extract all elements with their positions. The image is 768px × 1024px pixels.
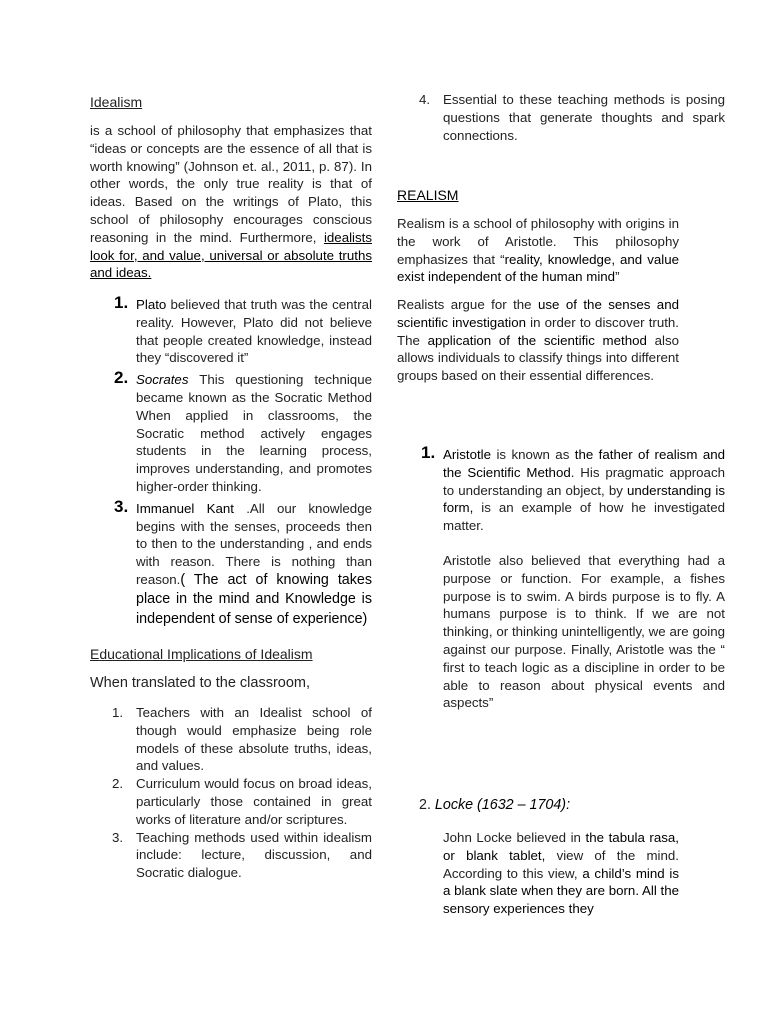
philosopher-text: .All our knowledge begins with the senses, proceeds then to then to the understanding , and ends with reason. There is nothing than reason. xyxy=(136,500,372,587)
list-item: 1. Aristotle is known as the father of realism and the Scientific Method. His pragmatic approach to understanding an object, by understanding is form, is an example of how he investigated matter. Aristotle also believed that everything had a purpose or function. For example, a fishes purpose is to swim. A birds purpose is to fly. A humans purpose is to think. If we are not thinking, or thinking unintelligently, we are going against our purpose. Finally, Aristotle was the “ first to teach logic as a discipline in order to be able to reason about physical events and aspects” xyxy=(421,443,726,711)
realism-emphasis: reality, knowledge, and value exist independent of the human mind xyxy=(397,251,679,285)
list-number: 1. xyxy=(114,293,129,312)
locke-heading xyxy=(397,796,679,814)
philosopher-name: Plato xyxy=(136,297,167,312)
philosopher-name: Immanuel Kant xyxy=(136,500,234,516)
idealism-def-text: is a school of philosophy that emphasizes that “ideas or concepts are the essence of all that is worth knowing” (Johnson et. al., 2011, p. 87). In other words, the only true reality is that of ideas. Based on the writings of Plato, this school of philosophy encourages conscious reasoning in the mind. Furthermore, xyxy=(90,123,372,245)
list-item-text: Teaching methods used within idealism include: lecture, discussion, and Socratic dialogue. xyxy=(136,829,372,881)
list-number: 3. xyxy=(114,496,129,516)
aristotle-emphasis: the father of realism and the Scientific Method xyxy=(443,447,725,480)
implications-list xyxy=(90,704,372,882)
aristotle-name: Aristotle xyxy=(443,447,492,462)
philosopher-text: This questioning technique became known as the Socratic Method When applied in classrooms, the Socratic method actively engages students in the learning process, improves understanding, and promotes higher-order thinking. xyxy=(136,372,372,494)
locke-emphasis: a child’s mind is a blank slate when they are born. All the sensory experiences they xyxy=(443,865,679,917)
list-item xyxy=(106,368,372,496)
locke-title: Locke (1632 – 1704): xyxy=(434,797,571,813)
list-number: 1. xyxy=(421,443,436,462)
kant-emphasis: ( The act of knowing takes place in the mind and Knowledge is independent of sense of experience) xyxy=(136,571,372,627)
locke-paragraph: John Locke believed in the tabula rasa, or blank tablet, view of the mind. According to this view, a child’s mind is a blank slate when they are born. All the sensory experiences they xyxy=(443,830,679,917)
locke-section xyxy=(397,796,679,918)
list-number: 1. xyxy=(112,705,124,720)
locke-emphasis: the tabula rasa, or blank tablet, xyxy=(443,830,679,863)
list-item xyxy=(397,91,725,144)
realists-emphasis: application of the scientific method xyxy=(427,332,647,348)
educational-implications-heading: Educational Implications of Idealism xyxy=(90,646,313,662)
idealism-definition xyxy=(90,122,372,282)
list-number: 2. xyxy=(419,797,431,813)
edu-intro-text: When translated to the classroom, xyxy=(90,675,311,691)
list-item xyxy=(106,496,372,630)
realism-heading: REALISM xyxy=(397,187,459,203)
philosopher-name: Socrates xyxy=(136,372,189,388)
list-item xyxy=(106,293,372,367)
aristotle-paragraph-2: Aristotle also believed that everything had a purpose or function. For example, a fishes purpose is to swim. A birds purpose is to fly. A humans purpose is to think. If we are not thinking, or thinking unintelligently, we are going against our purpose. Finally, Aristotle was the “ first to teach logic as a discipline in order to be able to reason about physical events and aspects” xyxy=(443,552,725,711)
list-number: 3. xyxy=(112,829,124,845)
list-number: 2. xyxy=(114,368,129,388)
list-item-text: Curriculum would focus on broad ideas, particularly those contained in great works of literature and/or scriptures. xyxy=(136,776,372,827)
list-item xyxy=(90,704,372,775)
list-item-text: Essential to these teaching methods is posing questions that generate thoughts and spark connections. xyxy=(443,92,725,143)
idealism-heading: Idealism xyxy=(90,94,143,110)
realists-paragraph: Realists argue for the use of the senses and scientific investigation in order to discover truth. The application of the scientific method also allows individuals to classify things into different groups based on their essential differences. xyxy=(397,297,680,384)
list-item xyxy=(90,775,372,828)
philosopher-text: believed that truth was the central reality. However, Plato did not believe that people created knowledge, instead they “discovered it” xyxy=(136,297,372,366)
idealism-def-underlined: idealists look for, and value, universal or absolute truths and ideas. xyxy=(90,229,372,281)
list-item-text: Teachers with an Idealist school of though would emphasize being role models of these absolute truths, ideas, and values. xyxy=(136,705,372,774)
aristotle-emphasis: understanding is form, xyxy=(443,482,726,516)
list-item xyxy=(90,829,372,882)
realism-definition: Realism is a school of philosophy with origins in the work of Aristotle. This philosophy emphasizes that “reality, knowledge, and value exist independent of the human mind” xyxy=(397,216,679,285)
realists-emphasis: use of the senses and scientific investigation xyxy=(397,297,679,330)
list-number: 4. xyxy=(419,92,431,107)
philosophers-list xyxy=(106,293,372,633)
list-number: 2. xyxy=(112,776,124,792)
